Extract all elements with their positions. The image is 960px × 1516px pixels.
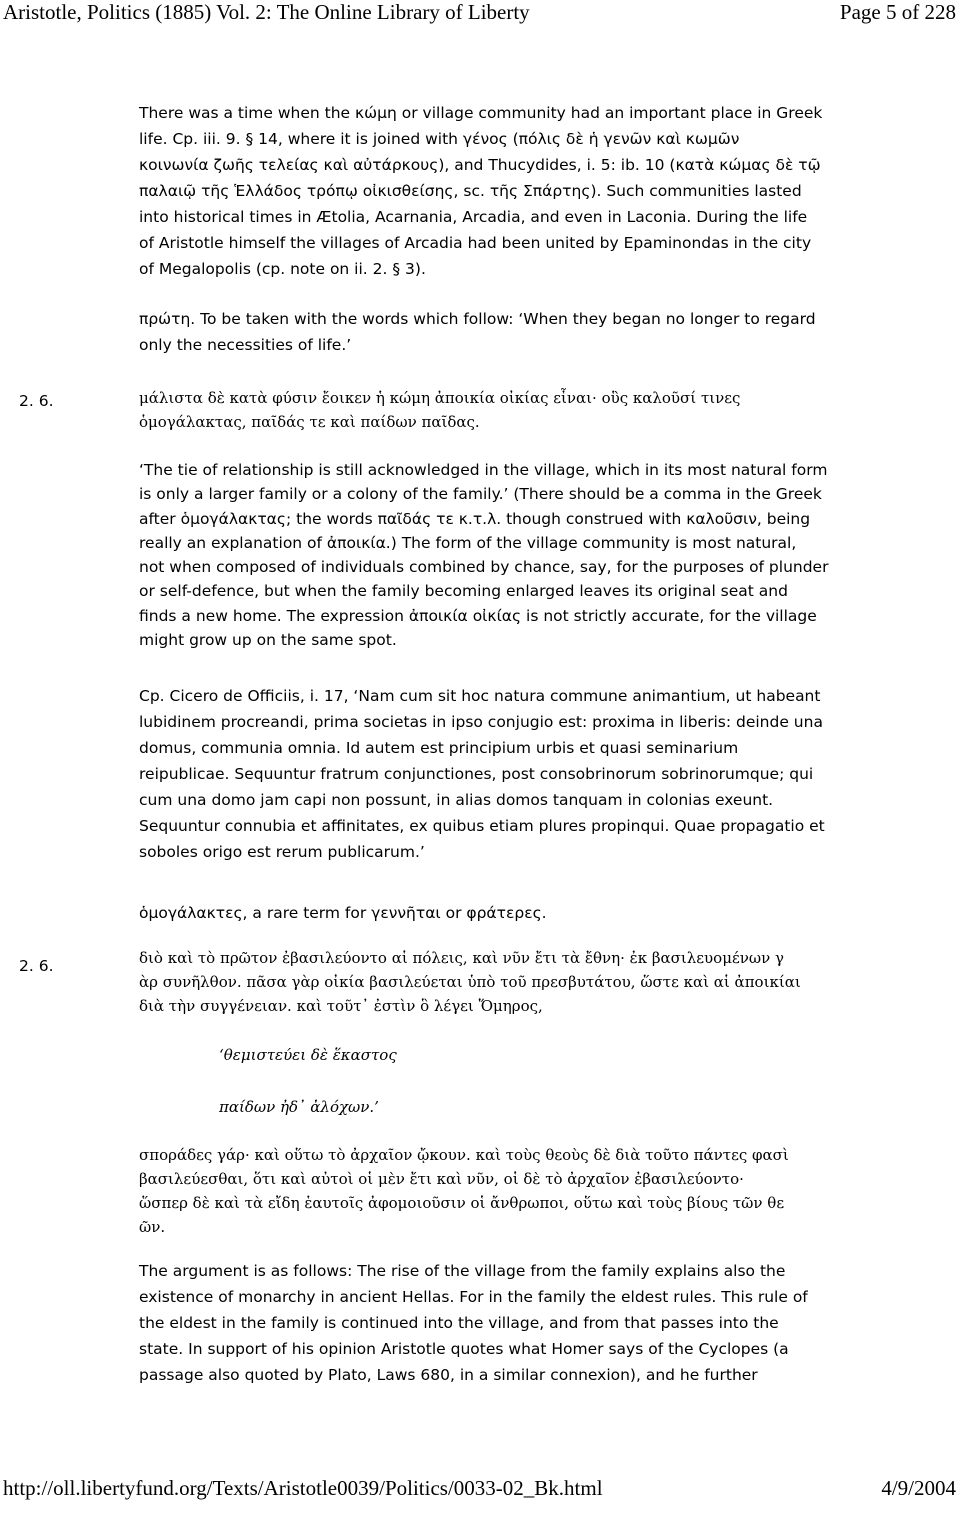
text-line: finds a new home. The expression ἀποικία οἰκίας is not strictly accurate, for the village (139, 606, 817, 625)
commentary-paragraph-6 (139, 1258, 909, 1388)
text-line: life. Cp. iii. 9. § 14, where it is joined with γένος (πόλις δὲ ἡ γενῶν καὶ κωμῶν (139, 130, 740, 148)
text-line: κοινωνία ζωῆς τελείας καὶ αὐτάρκους), and Thucydides, i. 5: ib. 10 (κατὰ κώμας δὲ τῷ (139, 156, 821, 174)
text-line: after ὁμογάλακτας; the words παῖδάς τε κ.τ.λ. though construed with καλοῦσιν, being (139, 509, 811, 528)
text-line: into historical times in Ætolia, Acarnania, Arcadia, and even in Laconia. During the life (139, 208, 808, 226)
text-line: cum una domo jam capi non possunt, in alias domos tanquam in colonias exeunt. (139, 791, 774, 809)
margin-reference: 2. 6. (19, 957, 54, 975)
greek-line: ῶν. (139, 1218, 166, 1236)
margin-reference: 2. 6. (19, 392, 54, 410)
text-line: There was a time when the κώμη or village community had an important place in Greek (139, 104, 823, 122)
text-line: of Aristotle himself the villages of Arcadia had been united by Epaminondas in the city (139, 234, 812, 252)
text-line: existence of monarchy in ancient Hellas. For in the family the eldest rules. This rule of (139, 1288, 808, 1306)
homer-quote (219, 1042, 819, 1120)
source-url: http://oll.libertyfund.org/Texts/Aristotle0039/Politics/0033-02_Bk.html (3, 1476, 603, 1500)
commentary-paragraph-4 (139, 683, 909, 865)
commentary-paragraph-3 (139, 458, 909, 652)
text-line: ὁμογάλακτες, a rare term for γεννῆται or φράτερες. (139, 904, 547, 922)
print-date: 4/9/2004 (881, 1476, 956, 1500)
greek-line: ὁμογάλακτας, παῖδάς τε καὶ παίδων παῖδας. (139, 413, 480, 431)
commentary-paragraph-2 (139, 306, 909, 358)
text-line: is only a larger family or a colony of the family.’ (There should be a comma in the Greek (139, 485, 822, 504)
quote-line: ‘θεμιστεύει δὲ ἕκαστος (219, 1046, 397, 1064)
page-number: Page 5 of 228 (839, 0, 956, 24)
text-line: reipublicae. Sequuntur fratrum conjunctiones, post consobrinorum sobrinorumque; qui (139, 765, 814, 783)
text-line: ‘The tie of relationship is still acknowledged in the village, which in its most natural form (139, 461, 828, 479)
page-header (0, 0, 960, 40)
greek-line: βασιλεύεσθαι, ὅτι καὶ αὐτοὶ οἱ μὲν ἔτι καὶ νῦν, οἱ δὲ τὸ ἀρχαῖον ἐβασιλεύοντο· (139, 1170, 744, 1188)
greek-text-block-3 (139, 1143, 909, 1239)
text-line: The argument is as follows: The rise of the village from the family explains also the (139, 1262, 786, 1280)
text-line: not when composed of individuals combined by chance, say, for the purposes of plunder (139, 558, 829, 577)
greek-line: ὥσπερ δὲ καὶ τὰ εἴδη ἑαυτοῖς ἀφομοιοῦσιν οἱ ἄνθρωποι, οὕτω καὶ τοὺς βίους τῶν θε (139, 1194, 785, 1212)
greek-line: σποράδες γάρ· καὶ οὕτω τὸ ἀρχαῖον ᾤκουν. καὶ τοὺς θεοὺς δὲ διὰ τοῦτο πάντες φασὶ (139, 1146, 789, 1164)
text-line: domus, communia omnia. Id autem est principium urbis et quasi seminarium (139, 739, 739, 757)
text-line: state. In support of his opinion Aristotle quotes what Homer says of the Cyclopes (a (139, 1340, 789, 1358)
page-footer (0, 1476, 960, 1516)
document-title: Aristotle, Politics (1885) Vol. 2: The Online Library of Liberty (3, 0, 530, 24)
text-line: παλαιῷ τῆς Ἑλλάδος τρόπῳ οἰκισθείσης, sc. τῆς Σπάρτης). Such communities lasted (139, 182, 802, 200)
text-line: only the necessities of life.’ (139, 336, 352, 354)
text-line: or self-defence, but when the family becoming enlarged leaves its original seat and (139, 582, 788, 601)
text-line: soboles origo est rerum publicarum.’ (139, 843, 425, 861)
text-line: might grow up on the same spot. (139, 631, 397, 650)
commentary-paragraph-5 (139, 900, 909, 926)
greek-line: μάλιστα δὲ κατὰ φύσιν ἔοικεν ἡ κώμη ἀποικία οἰκίας εἶναι· οὓς καλοῦσί τινες (139, 389, 741, 407)
commentary-paragraph-1 (139, 100, 909, 282)
text-line: πρώτη. To be taken with the words which follow: ‘When they began no longer to regard (139, 310, 816, 328)
text-line: the eldest in the family is continued into the village, and from that passes into the (139, 1314, 779, 1332)
text-line: Cp. Cicero de Officiis, i. 17, ‘Nam cum sit hoc natura commune animantium, ut habeant (139, 687, 821, 705)
text-line: passage also quoted by Plato, Laws 680, in a similar connexion), and he further (139, 1366, 758, 1384)
greek-line: διὸ καὶ τὸ πρῶτον ἐβασιλεύοντο αἱ πόλεις, καὶ νῦν ἔτι τὰ ἔθνη· ἐκ βασιλευομένων γ (139, 949, 784, 967)
greek-line: ὰρ συνῆλθον. πᾶσα γὰρ οἰκία βασιλεύεται ὑπὸ τοῦ πρεσβυτάτου, ὥστε καὶ αἱ ἀποικίαι (139, 973, 801, 991)
greek-text-block-1 (139, 386, 909, 434)
text-line: Sequuntur connubia et affinitates, ex quibus etiam plures propinqui. Quae propagatio et (139, 817, 825, 835)
greek-line: διὰ τὴν συγγένειαν. καὶ τοῦτ᾽ ἐστὶν ὃ λέγει Ὅμηρος, (139, 997, 543, 1015)
greek-text-block-2 (139, 946, 909, 1018)
text-line: really an explanation of ἀποικία.) The form of the village community is most natural, (139, 533, 797, 552)
quote-line: παίδων ἠδ᾽ ἀλόχων.’ (219, 1098, 379, 1116)
text-line: of Megalopolis (cp. note on ii. 2. § 3). (139, 260, 426, 278)
text-line: lubidinem procreandi, prima societas in ipso conjugio est: proxima in liberis: deinde una (139, 713, 823, 731)
